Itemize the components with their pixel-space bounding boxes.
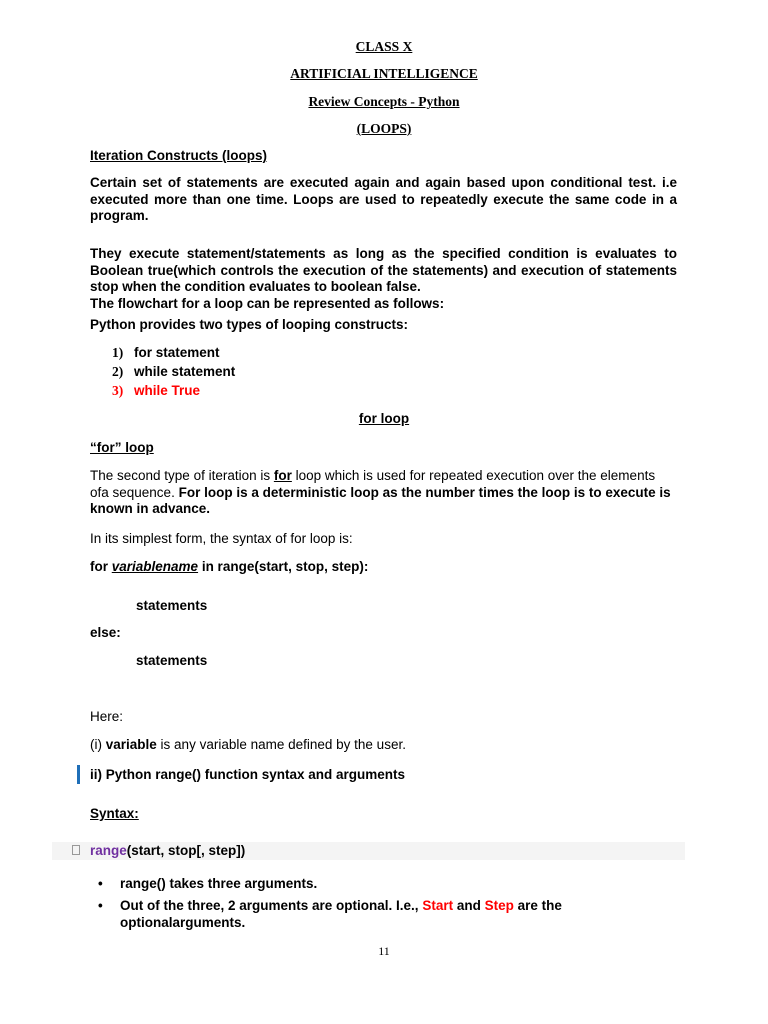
for-loop-heading: “for” loop <box>90 440 154 455</box>
range-keyword: range <box>90 843 127 858</box>
list-text: for statement <box>134 345 220 360</box>
list-number: 1) <box>112 345 124 360</box>
section-accent-bar <box>77 765 80 784</box>
iteration-para-2: They execute statement/statements as long as the specified condition is evaluates to Boolean true(which controls the execution of the statements) and execution of statements stop when the condition evaluates to boolean false. <box>90 246 677 294</box>
iteration-para-1: Certain set of statements are executed again and again based upon conditional test. i.e executed more than one time. Loops are used to repeatedly execute the same code in a program. <box>90 175 677 223</box>
intro-bold-text: For loop is a deterministic loop as the number times the loop is to execute is known in advance. <box>90 484 671 516</box>
list-item <box>112 364 512 381</box>
bullet-text-part: and <box>453 898 485 913</box>
statements-line: statements <box>136 653 208 668</box>
range-args: (start, stop[, step]) <box>126 843 246 858</box>
variable-item <box>90 737 677 754</box>
item-rest: is any variable name defined by the user. <box>156 737 406 752</box>
for-loop-center-heading: for loop <box>358 411 410 426</box>
bullet-icon: • <box>98 876 103 891</box>
list-item <box>112 383 512 400</box>
syntax-for: for <box>90 559 112 574</box>
intro-for-keyword: for <box>273 468 292 483</box>
item-prefix: (i) <box>90 737 106 752</box>
list-item <box>112 345 512 362</box>
bullet-step-word: Step <box>484 898 514 913</box>
for-loop-intro <box>90 468 677 518</box>
subject-title: ARTIFICIAL INTELLIGENCE <box>290 66 478 81</box>
topic-title: Review Concepts - Python <box>308 94 460 109</box>
list-text: while statement <box>134 364 236 379</box>
intro-text: The second type of iteration is <box>90 468 274 483</box>
syntax-variablename: variablename <box>111 559 199 574</box>
list-number: 3) <box>112 383 124 398</box>
class-title: CLASS X <box>355 39 413 54</box>
page-number: 11 <box>378 944 390 958</box>
bullet-text <box>120 898 680 931</box>
list-text: while True <box>134 383 201 398</box>
bullet-text: range() takes three arguments. <box>120 876 318 891</box>
syntax-label: Syntax: <box>90 806 139 821</box>
list-number: 2) <box>112 364 124 379</box>
chapter-title: (LOOPS) <box>356 121 412 136</box>
bullet-start-word: Start <box>422 898 454 913</box>
bullet-icon: • <box>98 898 103 913</box>
looping-constructs-line: Python provides two types of looping constructs: <box>90 317 409 332</box>
for-syntax-line <box>90 559 677 576</box>
iteration-heading: Iteration Constructs (loops) <box>90 148 268 163</box>
range-syntax <box>90 843 677 860</box>
here-line: Here: <box>90 709 124 724</box>
statements-line: statements <box>136 598 208 613</box>
syntax-rest: in range(start, stop, step): <box>198 559 369 574</box>
item-bold: variable <box>105 737 157 752</box>
flowchart-line: The flowchart for a loop can be represented as follows: <box>90 296 445 311</box>
missing-glyph-icon <box>72 845 80 855</box>
else-line: else: <box>90 625 121 640</box>
intro-text: loop which is used for repeated execution over the elements ofa sequence. <box>90 468 656 500</box>
range-function-heading: ii) Python range() function syntax and arguments <box>90 767 406 782</box>
bullet-text-part: Out of the three, 2 arguments are optional. I.e., <box>120 898 423 913</box>
syntax-intro: In its simplest form, the syntax of for loop is: <box>90 531 353 546</box>
bullet-text-part: are the optionalarguments. <box>120 898 562 930</box>
